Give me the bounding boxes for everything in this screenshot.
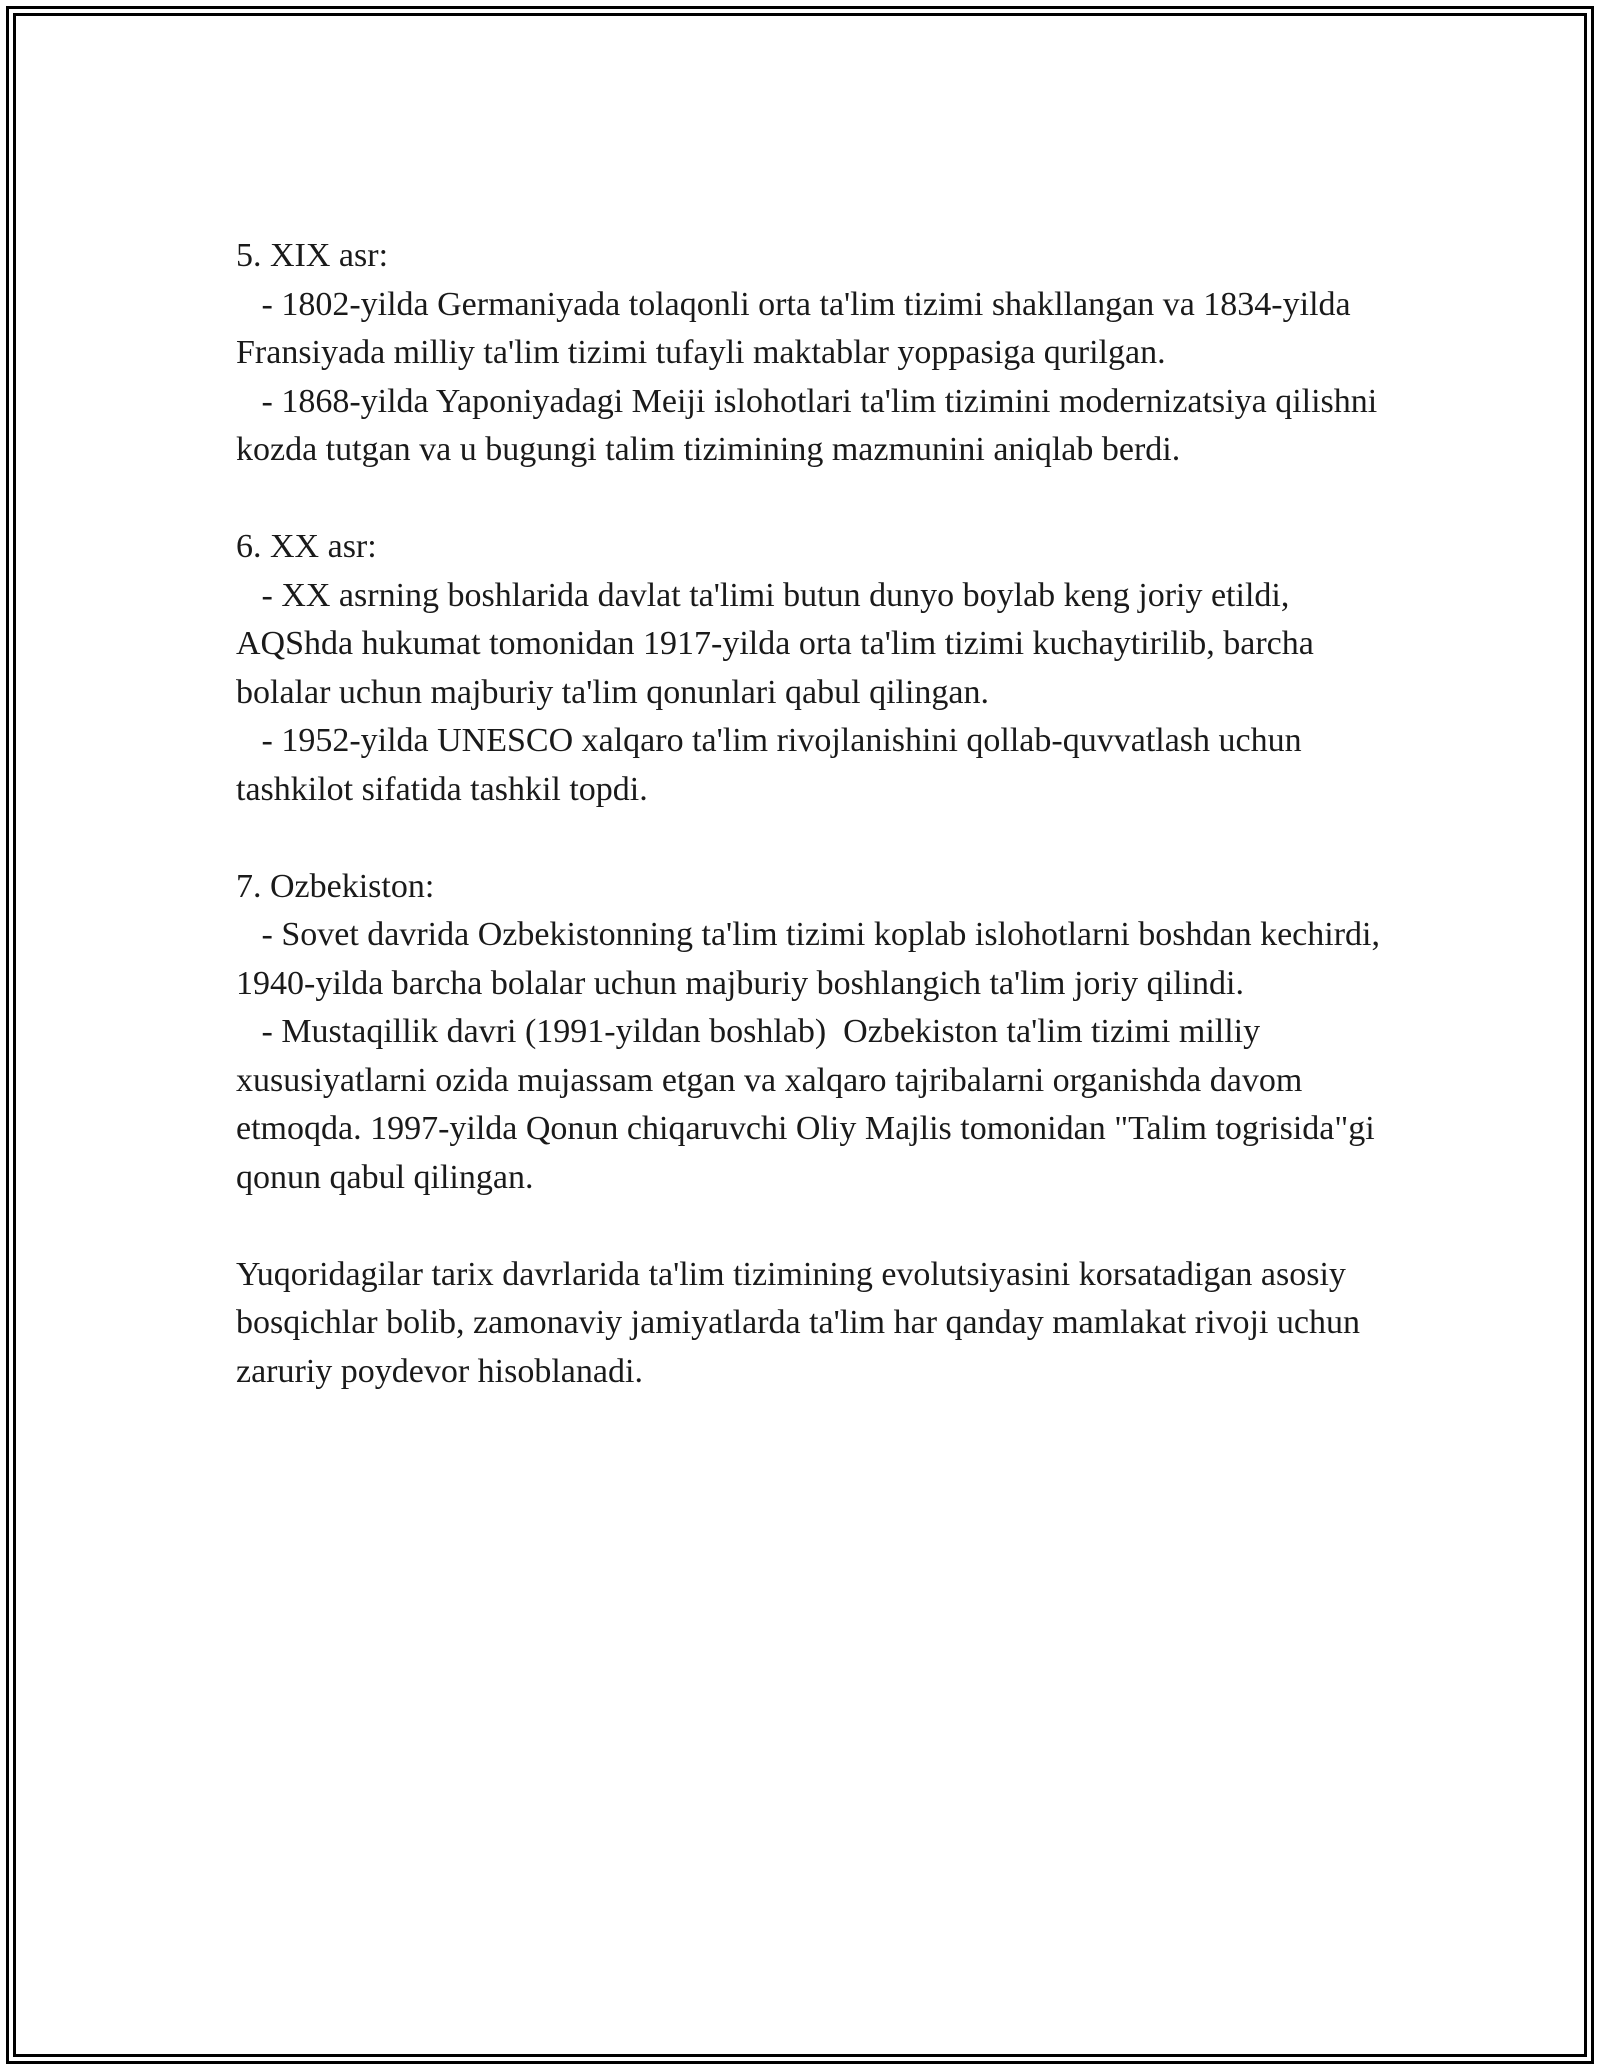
section-xx-century [236,523,1386,814]
section-heading: 5. XIX asr: [236,237,389,274]
section-item: - Sovet davrida Ozbekistonning ta'lim tizimi koplab islohotlarni boshdan kechirdi, 1940-yilda barcha bolalar uchun majburiy boshlangich ta'lim joriy qilindi. [236,916,1389,1002]
section-item: - 1952-yilda UNESCO xalqaro ta'lim rivojlanishini qollab-quvvatlash uchun tashkilot sifatida tashkil topdi. [236,722,1311,808]
section-item: - 1868-yilda Yaponiyadagi Meiji islohotlari ta'lim tizimini modernizatsiya qilishni kozda tutgan va u bugungi talim tizimining mazmunini aniqlab berdi. [236,382,1386,468]
section-item: - 1802-yilda Germaniyada tolaqonli orta ta'lim tizimi shakllangan va 1834-yilda Fransiyada milliy ta'lim tizimi tufayli maktablar yoppasiga qurilgan. [236,285,1360,371]
section-heading: 6. XX asr: [236,528,377,565]
section-item: - Mustaqillik davri (1991-yildan boshlab) Ozbekiston ta'lim tizimi milliy xususiyatlarni ozida mujassam etgan va xalqaro tajribalarni organishda davom etmoqda. 1997-yilda Qonun chiqaruvchi Oliy Majlis tomonidan "Talim togrisida"gi qonun qabul qilingan. [236,1013,1384,1196]
closing-paragraph: Yuqoridagilar tarix davrlarida ta'lim tizimining evolutsiyasini korsatadigan asosiy bosqichlar bolib, zamonaviy jamiyatlarda ta'lim har qanday mamlakat rivoji uchun zaruriy poydevor hisoblanadi. [236,1255,1361,1390]
document-body [236,232,1389,1430]
section-uzbekistan [236,863,1389,1203]
section-heading: 7. Ozbekiston: [236,867,435,905]
section-xix-century [236,232,1386,475]
section-item: - XX asrning boshlarida davlat ta'limi butun dunyo boylab keng joriy etildi, AQShda hukumat tomonidan 1917-yilda orta ta'lim tizimi kuchaytirilib, barcha bolalar uchun majburiy ta'lim qonunlari qabul qilingan. [236,576,1323,711]
